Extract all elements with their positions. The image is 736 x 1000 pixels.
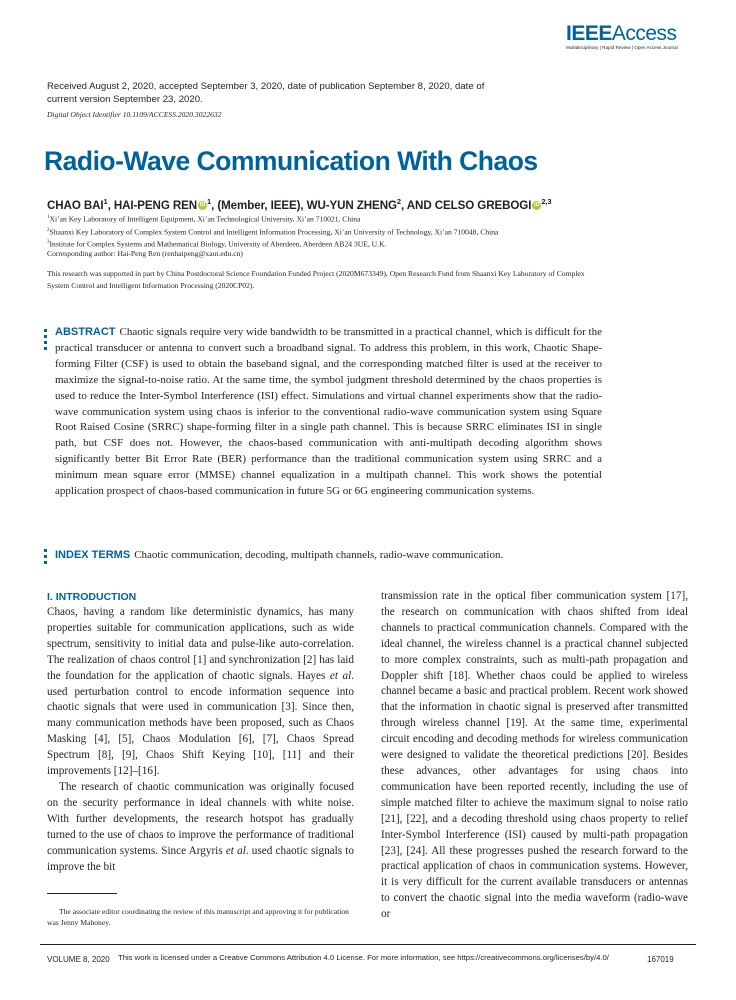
doi: Digital Object Identifier 10.1109/ACCESS.2020.3022632 [47, 110, 222, 119]
affiliation-marker: 2,3 [541, 197, 552, 206]
author-list: CHAO BAI$^1$, HAI-PENG REN iD $^1$, (Member, IEEE), WU-YUN ZHENG$^2$, AND CELSO GREBOGI iD $^{2,3}$ [47, 197, 552, 212]
section-number: I. [47, 591, 53, 603]
affiliation-text: Xi’an Key Laboratory of Intelligent Equipment, Xi’an Technological University, Xi’an 710021, China [49, 214, 361, 224]
affiliation-marker: 1 [103, 197, 108, 206]
index-terms-text: Chaotic communication, decoding, multipath channels, radio-wave communication. [134, 549, 504, 561]
affiliation-marker: 2 [396, 197, 401, 206]
text-run: The research of chaotic communication was originally focused on the security performance in ideal channels with white noise. With further developments, the research hotspot has gradually turned to the use of chaos to improve the performance of traditional communication systems. Since Argyris [47, 780, 354, 857]
logo-brand: IEEE [566, 22, 612, 45]
affiliation-number: 2 [47, 227, 50, 233]
received-dates: Received August 2, 2020, accepted September 3, 2020, date of publication September 8, 2020, date of current version September 23, 2020. [47, 81, 485, 105]
ieee-access-logo [566, 22, 688, 54]
affiliation-number: 3 [47, 240, 50, 246]
abstract-label: ABSTRACT [55, 326, 116, 338]
orcid-icon[interactable]: iD [534, 201, 540, 208]
body-column-left [47, 605, 354, 875]
body-column-right: transmission rate in the optical fiber communication system [17], the research on communication with chaos shifted from ideal channels to practical communication channels. Compared with the ideal channel, the wireless channel is a practical channel subjected to more complex constraints, such as multi-path propagation and Doppler shift [18]. Whether chaos could be applied to wireless channel became a basic and practical problem. Recent work showed that the information in chaotic signal is preserved after transmitted through wireless channel [19]. At the same time, experimental circuit encoding and decoding methods for wireless communication were designed to validate the theoretical predictions [20]. Besides these advances, other advantages for using chaos into communication have been reported recently, including the use of simple matched filter to achieve the maximum signal to noise ratio [21], [22], and a decoding threshold using chaos property to relief Inter-Symbol Interference (ISI) caused by multi-path propagation [23], [24]. All these progresses pushed the research forward to the practical application of chaos in communication systems. However, it is very difficult for the current available transducers or antennas to convert the chaotic signal into the media waveform (radio-wave or [381, 590, 688, 921]
affiliation-item [47, 212, 498, 225]
abstract [55, 325, 602, 500]
funding-statement: This research was supported in part by China Postdoctoral Science Foundation Funded Project (2020M673349), Open Research Fund from Shaanxi Key Laboratory of Complex System Control and Intelligent Information Processing (2020CP02). [47, 269, 585, 290]
orcid-icon[interactable]: iD [199, 201, 206, 208]
affiliation-item [47, 225, 498, 238]
author-name: HAI-PENG REN [113, 198, 198, 212]
text-run: . used chaotic signals to improve the bit [47, 844, 354, 873]
footnote-divider [47, 893, 117, 894]
logo-product: Access [611, 22, 677, 45]
index-terms [55, 548, 615, 563]
affiliation-text: Shaanxi Key Laboratory of Complex System Control and Intelligent Information Processing, Xi’an University of Technology, Xi’an 710048, China [49, 227, 499, 237]
corresponding-author: Corresponding author: Hai-Peng Ren (renhaipeng@xaut.edu.cn) [47, 249, 243, 258]
paragraph [47, 780, 354, 875]
author-name: CELSO GREBOGI [434, 198, 532, 212]
affiliation-item [47, 237, 498, 250]
index-terms-label: INDEX TERMS [55, 549, 131, 561]
author-membership: , (Member, IEEE), [211, 198, 304, 212]
affiliation-marker: 1 [207, 197, 212, 206]
affiliation-text: Institute for Complex Systems and Mathematical Biology, University of Aberdeen, Aberdeen AB24 3UE, U.K. [49, 239, 387, 249]
text-run: Chaos, having a random like deterministic dynamics, has many properties suitable for communication applications, such as wide spectrum, sensitivity to initial data and pulse-like auto-correlation. The realization of chaos control [1] and synchronization [2] has laid the foundation for the application of chaotic signals. Hayes [47, 606, 354, 682]
license-notice[interactable]: This work is licensed under a Creative Commons Attribution 4.0 License. For more information, see https://creativecommons.org/licenses/by/4.0/ [118, 953, 609, 962]
affiliation-number: 1 [47, 215, 50, 220]
section-heading [47, 591, 136, 603]
volume-label: VOLUME 8, 2020 [47, 955, 110, 964]
editor-footnote: The associate editor coordinating the review of this manuscript and approving it for publication was Jenny Mahoney. [47, 907, 349, 927]
abstract-marker-dots [44, 329, 48, 353]
italic-text: et al [329, 669, 352, 682]
paper-title: Radio-Wave Communication With Chaos [44, 146, 538, 176]
author-name: CHAO BAI [47, 198, 104, 212]
index-terms-marker-dots [44, 549, 48, 567]
footer-divider [40, 944, 696, 945]
italic-text: et al [225, 844, 246, 857]
affiliations [47, 212, 498, 250]
text-run: . used perturbation control to encode information sequence into chaotic signals that were used in communication [3]. Since then, many communication methods have been proposed, such as Chaos Masking [4], [5], Chaos Modulation [6], [7], Chaos Spread Spectrum [8], [9], Chaos Shift Keying [10], [11] and their improvements [12]–[16]. [47, 669, 354, 778]
abstract-text: Chaotic signals require very wide bandwidth to be transmitted in a practical channel, which is difficult for the practical transducer or antenna to convert such a broadband signal. To address this problem, in this work, Chaotic Shape-forming Filter (CSF) is used to obtain the baseband signal, and the corresponding matched filter is used at the receiver to maximize the signal-to-noise ratio. At the same time, the symbol judgment threshold determined by the chaos properties is used to reduce the Inter-Symbol Interference (ISI) effect. Simulations and virtual channel experiments show that the radio-wave communication system using chaos is inferior to the conventional radio-wave communication system using Square Root Raised Cosine (SRRC) shape-forming filter in a single path channel. This is because SRRC eliminates ISI in single path, but CSF does not. However, the chaos-based communication with anti-multipath decoding algorithm shows significantly better Bit Error Rate (BER) performance than the traditional communication system using SRRC and a minimum mean square error (MMSE) channel equalization in a multipath channel. This work shows the potential application prospect of chaos-based communication in future 5G or 6G engineering communication systems. [55, 326, 602, 498]
page-number: 167019 [647, 955, 674, 964]
author-name: WU-YUN ZHENG [306, 198, 397, 212]
author-conjunction: , AND [400, 198, 432, 212]
section-title: INTRODUCTION [55, 591, 137, 603]
logo-tagline: Multidisciplinary | Rapid Review | Open Access Journal [566, 45, 678, 50]
paragraph [47, 605, 354, 780]
